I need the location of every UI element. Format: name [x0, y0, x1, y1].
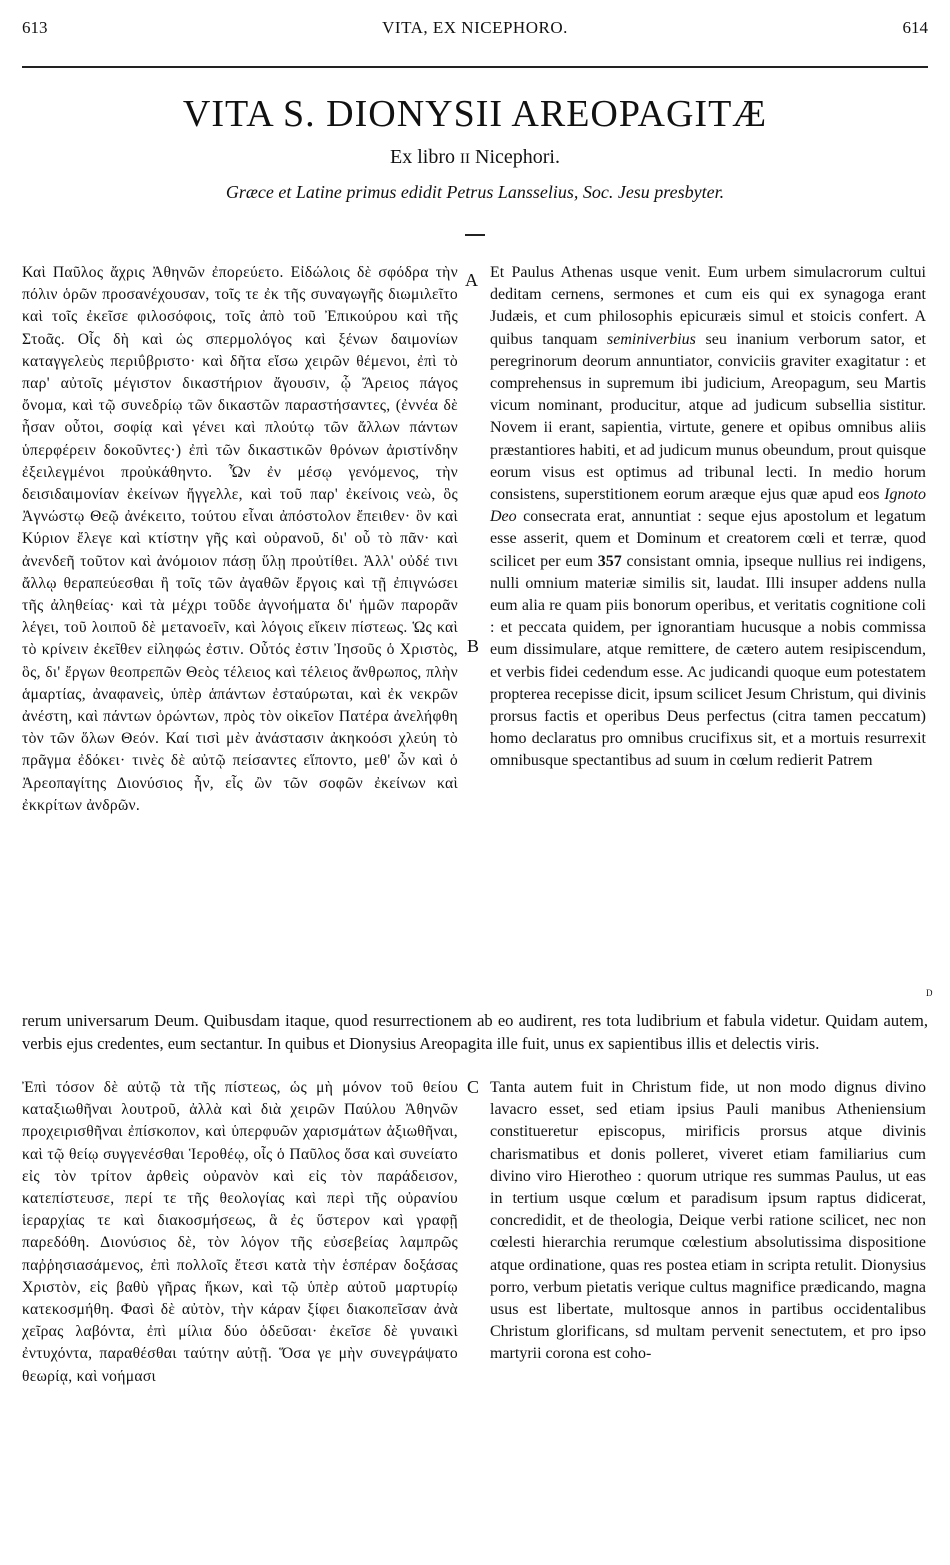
latin-full-width-continuation: rerum universarum Deum. Quibusdam itaque, quod resurrectionem ab eo audirent, res tota ludibrium et fabula videtur. Quidam autem, verbis ejus credentes, eum sectantur. In quibus et Dionysius Areopagita ille fuit, unus ex sapientibus illis et delectis viris.: [22, 1011, 928, 1053]
latin-p1-emphasis-2: Ignoto Deo: [490, 486, 926, 526]
page-number-right: 614: [902, 18, 928, 37]
greek-paragraph-1: Καὶ Παῦλος ἄχρις Ἀθηνῶν ἐπορεύετο. Εἰδώλοις δὲ σφόδρα τὴν πόλιν ὁρῶν προσανέχουσαν, τοῖς τε ἐκ τῆς συναγωγῆς διωμιλεῖτο καὶ τοῖς ἐκεῖσε φιλοσόφοις, τοῖς ἀπὸ τοῦ Ἐπικούρου καὶ τῆς Στοᾶς. Οἷς δὴ καὶ ὡς σπερμολόγος καὶ ξένων δαιμονίων καταγγελεὺς περιΰβριστο· καὶ δῆτα εἴσω χειρῶν θέμενοι, ἐπὶ τὸ παρ' αὐτοῖς μέγιστον δικαστήριον ἄγουσιν, ᾧ Ἄρειος πάγος ὄνομα, καὶ τῷ συνεδρίῳ τῶν δικαστῶν παραστήσαντες, (ἐννέα δὲ ἦσαν οὗτοι, σοφίᾳ καὶ γένει καὶ πλούτῳ τῶν ἄλλων πάντων ὑπερφέρειν δοκοῦντες·) ἐπὶ τῶν δικαστικῶν θρόνων ἀριστίνδην ἐξειλεγμένοι προὐκάθηντο. Ὧν ἐν μέσῳ γενόμενος, τὴν δεισιδαιμονίαν ἐκείνων ἤγγελλε, καὶ τοῦ παρ' ἐκείνοις νεὼ, ὃς Ἀγνώστῳ Θεῷ ἀνέκειτο, τούτου εἶναι ἀπόστολον ἔπειθεν· ὃν καὶ Κύριον ἔλεγε καὶ κτίστην γῆς καὶ οὐρανοῦ, δι' οὗ τὸ πᾶν· καὶ ἀνενδεῆ τοῦτον καὶ ἀνόμοιον πάσῃ ὕλῃ προὐτίθει. Ἀλλ' οὐδέ τινι ἄλλῳ θεραπεύεσθαι ἢ τοῖς τῶν ἀγαθῶν ἔργοις καὶ τῇ ἐπιγνώσει τῆς ἀληθείας· καὶ τὰ μέχρι τοῦδε ἀγνοήματα δι' ἡμῶν παρορᾶν λέγει, τοῦ λοιποῦ δὲ μετανοεῖν, καὶ λόγοις εἴκειν πίστεως. Ὡς καὶ τὸ κρίνειν ἐκεῖθεν εἰληφώς ἐστιν. Οὗτός ἐστιν Ἰησοῦς ὁ Χριστὸς, ὃς, δι' ἔργων θεοπρεπῶν Θεὸς τέλειος καὶ τέλειος ἄνθρωπος, πλὴν ἁμαρτίας, ἀναφανεὶς, ὑπὲρ ἁπάντων ἐσταύρωται, καὶ ἐκ νεκρῶν ἀνέστη, καὶ πάντων ὁρώντων, πρὸς τὸν οἰκεῖον Πατέρα ἀνελήφθη τὸν τῶν ὅλων Θεόν. Καί τισὶ μὲν ἀνάστασιν ἀκηκοόσι χλεύη τὸ πρᾶγμα ἐδόκει· τινὲς δὲ αὐτῷ πείσαντες εἵποντο, μεθ' ὧν καὶ ὁ Ἀρεοπαγίτης Διονύσιος ἦν, εἷς ὢν τῶν σοφῶν ἐκείνων καὶ ἐκκρίτων ἀνδρῶν.: [22, 264, 458, 814]
running-title: VITA, EX NICEPHORO.: [382, 18, 568, 37]
greek-paragraph-2: Ἐπὶ τόσον δὲ αὐτῷ τὰ τῆς πίστεως, ὡς μὴ μόνον τοῦ θείου καταξιωθῆναι λουτροῦ, ἀλλὰ καὶ διὰ χειρῶν Παύλου Ἀθηνῶν προχειρισθῆναι ἐπίσκοπον, καὶ ὑπερφυῶν χαρισμάτων ἀξιωθῆναι, καὶ τῷ θείῳ συγγενέσθαι Ἱεροθέῳ, οἷς ὁ Παῦλος ὅσα καὶ συνείατο εἰς τὸν τρίτον ἀρθεὶς οὐρανὸν καὶ εἰς τὸν παράδεισον, κατεπίστευσε, περί τε τῆς θεολογίας καὶ περὶ τῆς οὐρανίου ἱεραρχίας τε καὶ διακοσμήσεως, ἃ ἐς ὕστερον καὶ γραφῇ παρεδόθη. Διονύσιος δὲ, τὸν λόγον τῆς εὐσεβείας λαμπρῶς παῤῥησιασάμενος, ἐπὶ πολλοῖς ἔτεσι κατὰ τὴν ἑσπέραν δοξάσας Χριστὸν, εἰς βαθὺ γῆρας ἥκων, καὶ τῷ ὑπὲρ αὐτοῦ μαρτυρίῳ κατεκοσμήθη. Φασὶ δὲ αὐτὸν, τὴν κάραν ξίφει διακοπεῖσαν ἀνὰ χεῖρας λαβόντα, ἐπὶ μίλια δύο ὁδεῦσαι· ἐκεῖσε δὲ γυναικὶ ἐντυχόντα, παραθέσθαι ταύτην αὐτῇ. Ὅσα γε μὴν συνεγράψατο θεωρίᾳ, καὶ νοήμασι: [22, 1079, 458, 1385]
page-title: VITA S. DIONYSII AREOPAGITÆ: [182, 93, 768, 135]
subtitle-numeral: II: [460, 151, 470, 167]
header-rule: [22, 66, 928, 68]
latin-p1-emphasis: seminiverbius: [607, 330, 696, 348]
subtitle-before: Ex libro: [390, 146, 460, 168]
page-number-left: 613: [22, 18, 48, 37]
margin-letter-b: B: [467, 636, 480, 656]
page-header: [22, 18, 928, 44]
margin-letter-a: A: [465, 270, 478, 290]
latin-paragraph-1: [490, 262, 926, 773]
title-dash: [465, 234, 485, 236]
subtitle: [0, 146, 950, 169]
margin-letter-d: D: [926, 988, 933, 998]
latin-p1-part-d: consistant omnia, ipseque nullius rei indigens, nulli omnium materiæ similis sit, laudat. Illi insuper addens nulla eum alia re quam piis bonorum operibus, et veritatis cognitione coli : et peccata quidem, per ignorantiam hucusque a nobis commissa eum dissimulare, atque remittere, de cætero autem resipiscendum, et verbis fidei cedendum esse. Ac judicandi quoque eum potestatem propterea recepisse dicit, ipsum scilicet Jesum Christum, qui divinis prorsus factis et operibus Deus perfectus (citra tamen peccatum) homo declaratus pro omnibus crucifixus sit, et a mortuis resurrexit omnibusque spectantibus ad suum in cœlum redierit Patrem: [490, 552, 926, 770]
editor-note: Græce et Latine primus edidit Petrus Lansselius, Soc. Jesu presbyter.: [225, 182, 725, 202]
latin-paragraph-2: Tanta autem fuit in Christum fide, ut non modo dignus divino lavacro esset, sed etiam ipsius Pauli manibus Atheniensium constitueretur episcopus, mirificis prorsus atque divinis charismatibus et donis polleret, viveret etiam familiarius cum divino viro Hierotheo : quorum utrique res summas Paulus, ut eas in tertium usque cœlum et paradisum ipsum raptus didicerat, concredidit, et de theologia, Deique verbi ratione scilicet, nec non cœlesti hierarchia rerumque cœlestium absolutissima dispositione atque ordinatione, quas res postea etiam in scripta retulit. Dionysius porro, verbum pietatis verique cultus magnifice prædicando, magna usus est libertate, multosque annos in partibus occidentalibus Christum glorificans, sd multam pervenit senectutem, et pro ipso martyrii corona est coho-: [490, 1079, 926, 1363]
latin-p1-part-a: Et Paulus Athenas usque venit. Eum urbem simulacrorum cultui deditam cernens, sermones et cum eis qui ex synagoga erant Judæis, et cum philosophis epicuræis simul et stoicis confert. A quibus tanquam: [490, 264, 926, 348]
latin-p1-part-c: consecrata erat, annuntiat : seque ejus apostolum et legatum esse asserit, quem et Dominum et creatorem cœli et terræ, quod scilicet per eum: [490, 508, 926, 570]
column-number: 357: [597, 552, 622, 570]
subtitle-after: Nicephori.: [470, 146, 560, 168]
margin-letter-c: C: [467, 1077, 480, 1097]
latin-p1-part-b: seu inanium verborum sator, et peregrinorum deorum annuntiator, conviciis graviter exagitatur : et comprehensus in supremum ibi judicium, Areopagum, seu Martis vicum nominant, producitur, atque ad judicum subsellia sistitur. Novem ii erant, sapientia, virtute, genere et opibus omnibus aliis præstantiores habiti, et ad judicum munus obeundum, prout quisque eorum visus est optimus ad tribunal lecti. In medio horum consistens, superstitionem eorum aræque ejus quæ apud eos: [490, 330, 926, 504]
